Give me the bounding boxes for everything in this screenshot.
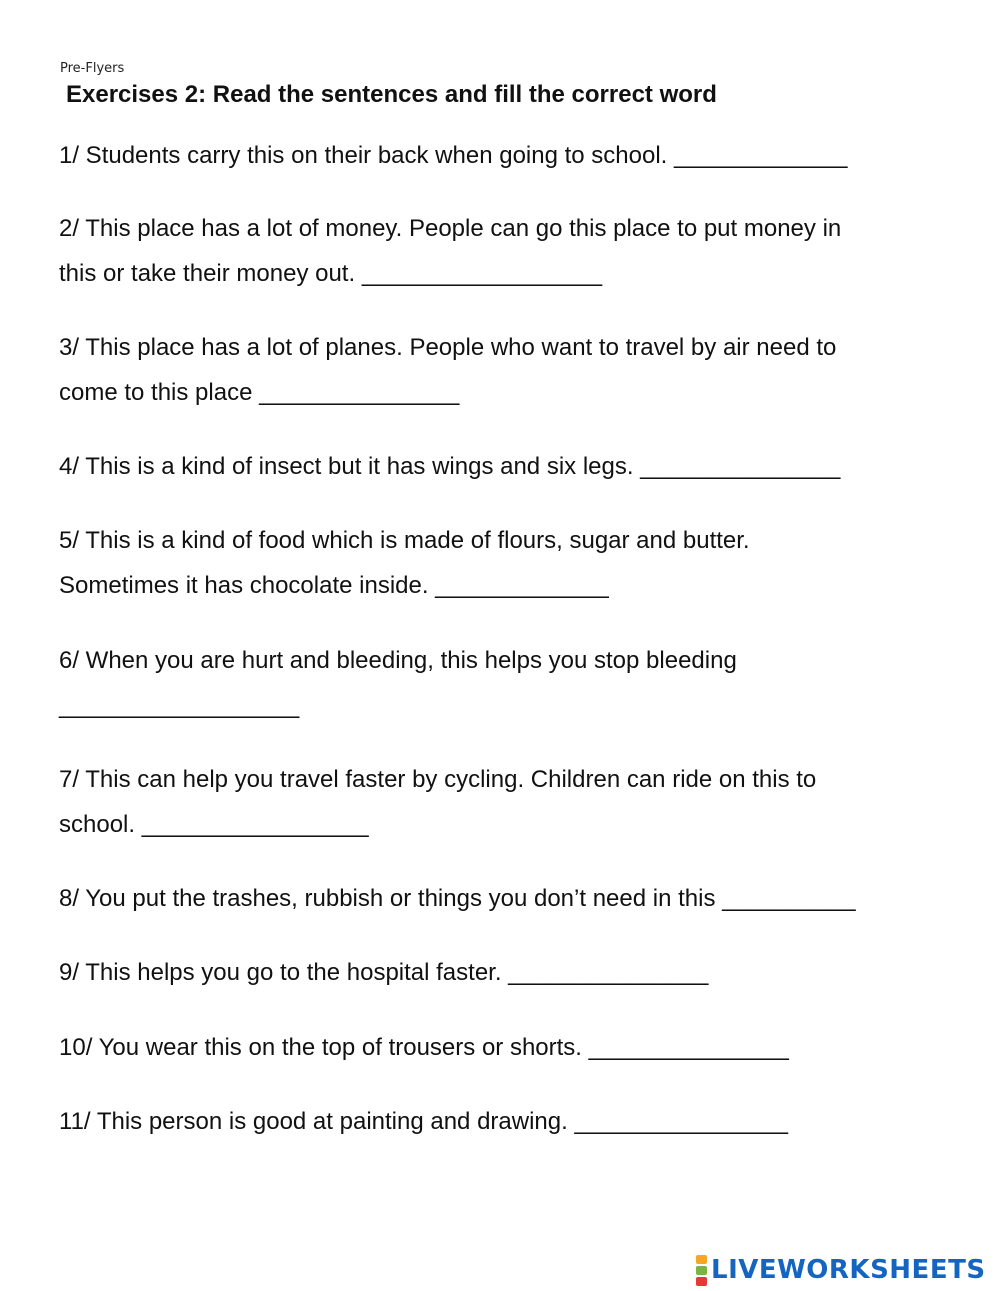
logo-block [696,1266,707,1275]
question-text: Sometimes it has chocolate inside. _____________ [59,572,609,599]
logo-block [696,1277,707,1286]
question-text: 10/ You wear this on the top of trousers or shorts. _______________ [59,1034,789,1061]
question-text: 11/ This person is good at painting and drawing. ________________ [59,1108,789,1135]
question-3 [59,325,836,415]
question-4 [59,444,840,489]
logo-text: LIVEWORKSHEETS [711,1255,986,1285]
question-text: this or take their money out. __________________ [59,260,603,287]
page-title: Exercises 2: Read the sentences and fill the correct word [66,81,717,108]
logo-block [696,1255,707,1264]
question-5 [59,518,750,608]
question-7 [59,757,816,847]
question-text: 2/ This place has a lot of money. People can go this place to put money in [59,215,842,242]
question-11 [59,1099,788,1144]
question-text: 5/ This is a kind of food which is made of flours, sugar and butter. [59,527,750,554]
question-text: school. _________________ [59,811,369,838]
question-text: 7/ This can help you travel faster by cycling. Children can ride on this to [59,766,817,793]
question-1 [59,133,848,178]
question-text: 6/ When you are hurt and bleeding, this helps you stop bleeding [59,647,737,674]
question-2 [59,206,841,296]
question-10 [59,1025,789,1070]
question-text: 1/ Students carry this on their back when going to school. _____________ [59,142,848,169]
question-9 [59,950,708,995]
question-8 [59,876,856,921]
question-text: 3/ This place has a lot of planes. People who want to travel by air need to [59,334,837,361]
question-text: come to this place _______________ [59,379,460,406]
level-label: Pre-Flyers [60,61,125,76]
liveworksheets-logo-icon [696,1255,707,1286]
question-text: 9/ This helps you go to the hospital faster. _______________ [59,959,709,986]
liveworksheets-logo [696,1253,986,1287]
question-6 [59,638,737,728]
question-text: __________________ [59,692,300,719]
question-text: 8/ You put the trashes, rubbish or things you don’t need in this __________ [59,885,856,912]
question-text: 4/ This is a kind of insect but it has wings and six legs. _______________ [59,453,841,480]
